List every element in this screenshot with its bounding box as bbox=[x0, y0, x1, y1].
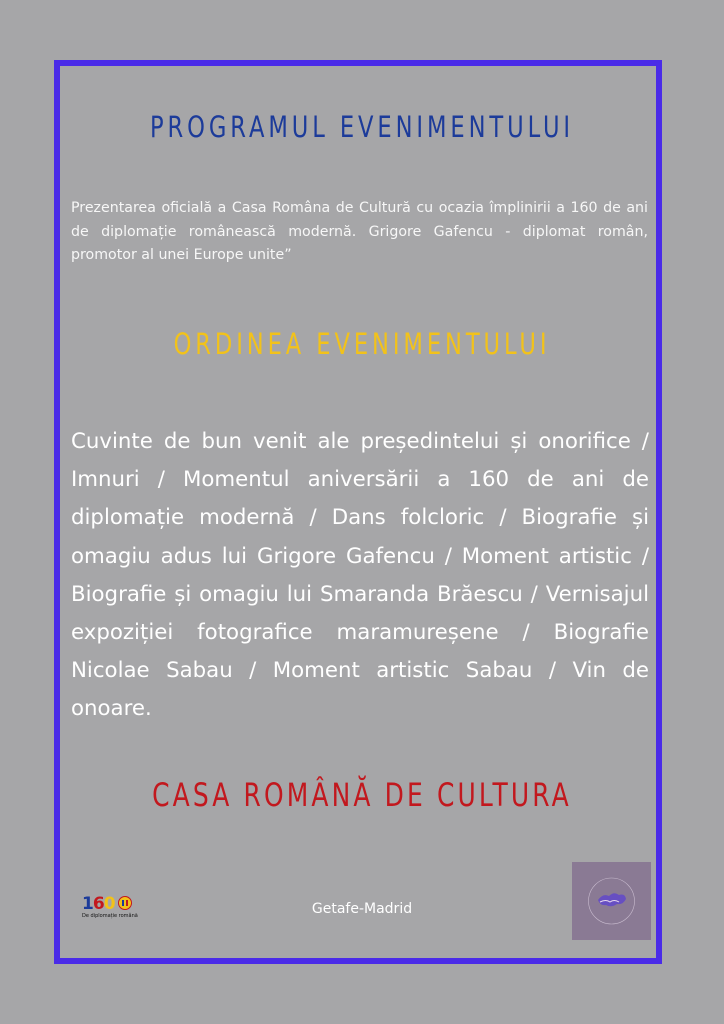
anniversary-logo-number: 160 bbox=[82, 894, 115, 914]
intro-paragraph: Prezentarea oficială a Casa Româna de Cultură cu ocazia împlinirii a 160 de ani de diplomație românească modernă. Grigore Gafencu - diplomat român, promotor al unei Europe unite” bbox=[71, 200, 648, 263]
anniversary-logo-subtitle: De diplomație română bbox=[82, 913, 138, 919]
program-title: PROGRAMUL EVENIMENTULUI bbox=[149, 110, 574, 144]
casa-romana-logo-icon bbox=[572, 862, 651, 940]
organization-title: CASA ROMÂNĂ DE CULTURA bbox=[152, 776, 572, 814]
location-text: Getafe-Madrid bbox=[311, 901, 413, 917]
order-title: ORDINEA EVENIMENTULUI bbox=[173, 327, 551, 361]
event-order-text: Cuvinte de bun venit ale președintelui și onorifice / Imnuri / Momentul aniversării a 160 de ani de diplomație modernă / Dans folcloric / Biografie și omagiu adus lui Grigore Gafencu / Moment artistic / Biografie și omagiu lui Smaranda Brăescu / Vernisajul expoziției fotografice maramureșene / Biografie Nicolae Sabau / Moment artistic Sabau / Vin de onoare. bbox=[71, 429, 649, 722]
